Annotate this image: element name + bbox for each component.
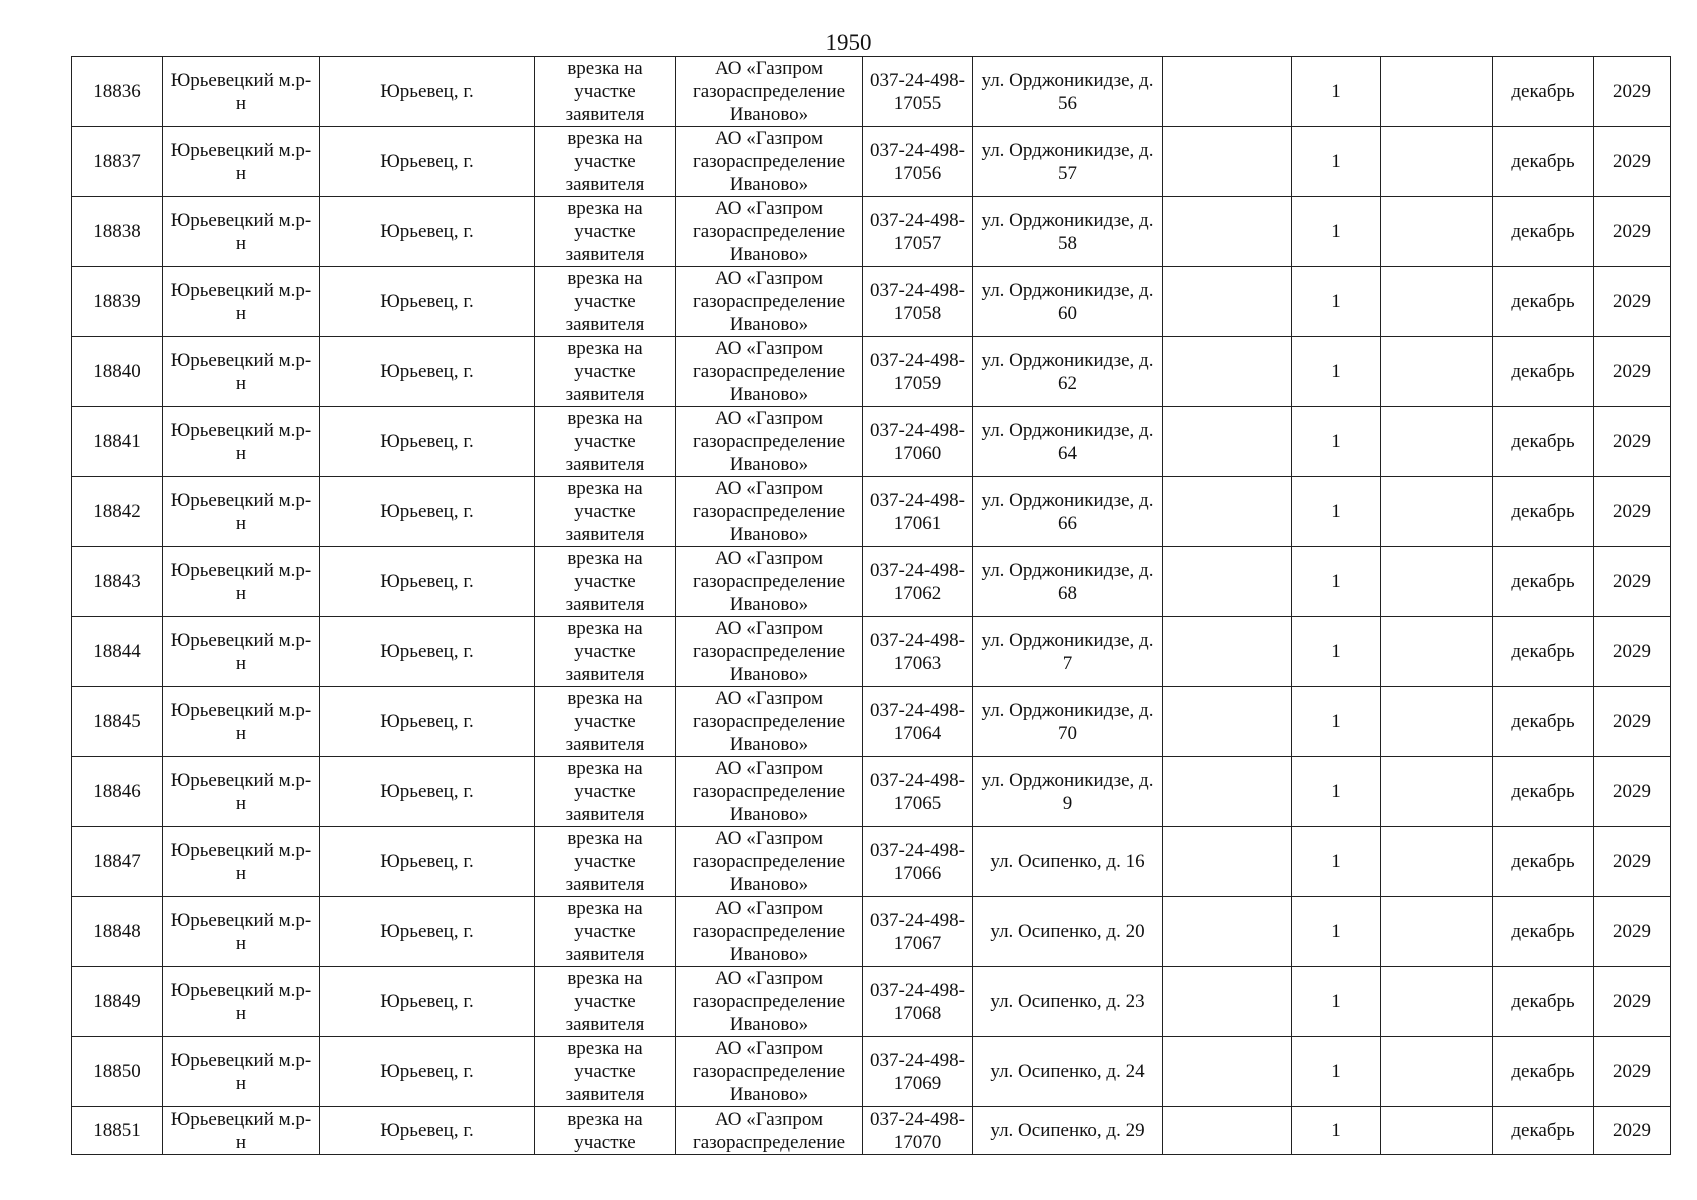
cell-number: 18851 bbox=[72, 1107, 163, 1155]
cell-number: 18840 bbox=[72, 337, 163, 407]
cell-month: декабрь bbox=[1493, 757, 1594, 827]
table-row bbox=[72, 477, 1671, 547]
cell-address: ул. Орджоникидзе, д. 62 bbox=[973, 337, 1163, 407]
cell-organization bbox=[676, 1037, 863, 1107]
cell-organization bbox=[676, 477, 863, 547]
cell-locality: Юрьевец, г. bbox=[320, 1037, 535, 1107]
cell-locality: Юрьевец, г. bbox=[320, 267, 535, 337]
table-row bbox=[72, 407, 1671, 477]
cell-code: 037-24-498-17070 bbox=[863, 1107, 973, 1155]
cell-empty bbox=[1163, 1037, 1292, 1107]
cell-locality: Юрьевец, г. bbox=[320, 407, 535, 477]
cell-organization-text: АО «Газпром газораспределение Иваново» bbox=[692, 478, 846, 545]
cell-month: декабрь bbox=[1493, 827, 1594, 897]
cell-empty bbox=[1381, 827, 1493, 897]
cell-empty bbox=[1381, 547, 1493, 617]
cell-address: ул. Орджоникидзе, д. 70 bbox=[973, 687, 1163, 757]
cell-address: ул. Орджоникидзе, д. 60 bbox=[973, 267, 1163, 337]
cell-connection-type bbox=[535, 477, 676, 547]
cell-address: ул. Орджоникидзе, д. 58 bbox=[973, 197, 1163, 267]
cell-code: 037-24-498-17068 bbox=[863, 967, 973, 1037]
cell-address: ул. Осипенко, д. 24 bbox=[973, 1037, 1163, 1107]
cell-code: 037-24-498-17064 bbox=[863, 687, 973, 757]
cell-connection-type bbox=[535, 1107, 676, 1155]
cell-code: 037-24-498-17057 bbox=[863, 197, 973, 267]
cell-month: декабрь bbox=[1493, 1037, 1594, 1107]
cell-year: 2029 bbox=[1594, 127, 1671, 197]
cell-locality: Юрьевец, г. bbox=[320, 687, 535, 757]
cell-number: 18845 bbox=[72, 687, 163, 757]
table-row bbox=[72, 1037, 1671, 1107]
cell-locality: Юрьевец, г. bbox=[320, 967, 535, 1037]
cell-empty bbox=[1381, 407, 1493, 477]
cell-locality: Юрьевец, г. bbox=[320, 757, 535, 827]
cell-organization bbox=[676, 57, 863, 127]
cell-connection-type-text: врезка на участке заявителя bbox=[565, 268, 645, 335]
cell-district: Юрьевецкий м.р-н bbox=[163, 617, 320, 687]
cell-count: 1 bbox=[1292, 827, 1381, 897]
cell-address: ул. Орджоникидзе, д. 57 bbox=[973, 127, 1163, 197]
cell-number: 18841 bbox=[72, 407, 163, 477]
table-row bbox=[72, 757, 1671, 827]
cell-empty bbox=[1381, 267, 1493, 337]
cell-number: 18843 bbox=[72, 547, 163, 617]
cell-connection-type bbox=[535, 197, 676, 267]
cell-month: декабрь bbox=[1493, 407, 1594, 477]
cell-organization bbox=[676, 617, 863, 687]
table-row bbox=[72, 827, 1671, 897]
cell-organization bbox=[676, 337, 863, 407]
cell-district: Юрьевецкий м.р-н bbox=[163, 477, 320, 547]
cell-code: 037-24-498-17063 bbox=[863, 617, 973, 687]
cell-address: ул. Орджоникидзе, д. 68 bbox=[973, 547, 1163, 617]
table-row bbox=[72, 547, 1671, 617]
cell-connection-type bbox=[535, 1037, 676, 1107]
cell-year: 2029 bbox=[1594, 337, 1671, 407]
cell-year: 2029 bbox=[1594, 407, 1671, 477]
cell-address: ул. Орджоникидзе, д. 56 bbox=[973, 57, 1163, 127]
cell-organization bbox=[676, 967, 863, 1037]
cell-year: 2029 bbox=[1594, 687, 1671, 757]
cell-empty bbox=[1381, 57, 1493, 127]
cell-organization-text: АО «Газпром газораспределение Иваново» bbox=[692, 128, 846, 195]
cell-empty bbox=[1163, 687, 1292, 757]
cell-district: Юрьевецкий м.р-н bbox=[163, 1107, 320, 1155]
cell-month: декабрь bbox=[1493, 127, 1594, 197]
cell-code: 037-24-498-17065 bbox=[863, 757, 973, 827]
cell-count: 1 bbox=[1292, 897, 1381, 967]
cell-month: декабрь bbox=[1493, 967, 1594, 1037]
cell-empty bbox=[1163, 967, 1292, 1037]
cell-year: 2029 bbox=[1594, 757, 1671, 827]
cell-locality: Юрьевец, г. bbox=[320, 617, 535, 687]
cell-district: Юрьевецкий м.р-н bbox=[163, 1037, 320, 1107]
cell-count: 1 bbox=[1292, 477, 1381, 547]
cell-empty bbox=[1163, 547, 1292, 617]
cell-connection-type bbox=[535, 547, 676, 617]
cell-address: ул. Орджоникидзе, д. 66 bbox=[973, 477, 1163, 547]
cell-code: 037-24-498-17062 bbox=[863, 547, 973, 617]
table-row bbox=[72, 687, 1671, 757]
page-number: 1950 bbox=[825, 30, 872, 55]
cell-locality: Юрьевец, г. bbox=[320, 827, 535, 897]
cell-number: 18837 bbox=[72, 127, 163, 197]
cell-code: 037-24-498-17066 bbox=[863, 827, 973, 897]
table-row bbox=[72, 1107, 1671, 1155]
cell-district: Юрьевецкий м.р-н bbox=[163, 897, 320, 967]
cell-organization-text: АО «Газпром газораспределение Иваново» bbox=[692, 548, 846, 615]
cell-code: 037-24-498-17055 bbox=[863, 57, 973, 127]
cell-connection-type-text: врезка на участке заявителя bbox=[565, 198, 645, 265]
cell-empty bbox=[1381, 127, 1493, 197]
cell-count: 1 bbox=[1292, 547, 1381, 617]
cell-empty bbox=[1163, 897, 1292, 967]
cell-address: ул. Орджоникидзе, д. 64 bbox=[973, 407, 1163, 477]
cell-organization bbox=[676, 687, 863, 757]
cell-empty bbox=[1163, 827, 1292, 897]
cell-month: декабрь bbox=[1493, 477, 1594, 547]
cell-month: декабрь bbox=[1493, 687, 1594, 757]
cell-year: 2029 bbox=[1594, 547, 1671, 617]
cell-district: Юрьевецкий м.р-н bbox=[163, 687, 320, 757]
table-row bbox=[72, 267, 1671, 337]
cell-code: 037-24-498-17060 bbox=[863, 407, 973, 477]
cell-district: Юрьевецкий м.р-н bbox=[163, 827, 320, 897]
cell-connection-type-text: врезка на участке заявителя bbox=[565, 128, 645, 195]
cell-year: 2029 bbox=[1594, 1107, 1671, 1155]
cell-organization-text: АО «Газпром газораспределение bbox=[692, 1108, 846, 1153]
cell-number: 18850 bbox=[72, 1037, 163, 1107]
cell-empty bbox=[1381, 967, 1493, 1037]
cell-connection-type bbox=[535, 897, 676, 967]
cell-year: 2029 bbox=[1594, 197, 1671, 267]
cell-district: Юрьевецкий м.р-н bbox=[163, 967, 320, 1037]
cell-count: 1 bbox=[1292, 337, 1381, 407]
cell-locality: Юрьевец, г. bbox=[320, 547, 535, 617]
cell-connection-type bbox=[535, 827, 676, 897]
cell-district: Юрьевецкий м.р-н bbox=[163, 57, 320, 127]
cell-organization-text: АО «Газпром газораспределение Иваново» bbox=[692, 968, 846, 1035]
cell-connection-type bbox=[535, 337, 676, 407]
cell-district: Юрьевецкий м.р-н bbox=[163, 337, 320, 407]
cell-code: 037-24-498-17061 bbox=[863, 477, 973, 547]
cell-locality: Юрьевец, г. bbox=[320, 897, 535, 967]
cell-locality: Юрьевец, г. bbox=[320, 197, 535, 267]
cell-empty bbox=[1381, 757, 1493, 827]
cell-organization bbox=[676, 757, 863, 827]
cell-empty bbox=[1381, 897, 1493, 967]
cell-count: 1 bbox=[1292, 57, 1381, 127]
cell-connection-type-text: врезка на участке заявителя bbox=[565, 898, 645, 965]
cell-code: 037-24-498-17058 bbox=[863, 267, 973, 337]
cell-organization-text: АО «Газпром газораспределение Иваново» bbox=[692, 58, 846, 125]
cell-organization-text: АО «Газпром газораспределение Иваново» bbox=[692, 618, 846, 685]
cell-address: ул. Орджоникидзе, д. 7 bbox=[973, 617, 1163, 687]
cell-connection-type bbox=[535, 267, 676, 337]
cell-code: 037-24-498-17059 bbox=[863, 337, 973, 407]
cell-locality: Юрьевец, г. bbox=[320, 57, 535, 127]
cell-empty bbox=[1163, 127, 1292, 197]
cell-count: 1 bbox=[1292, 687, 1381, 757]
cell-year: 2029 bbox=[1594, 897, 1671, 967]
cell-connection-type bbox=[535, 127, 676, 197]
cell-connection-type-text: врезка на участке заявителя bbox=[565, 58, 645, 125]
cell-organization-text: АО «Газпром газораспределение Иваново» bbox=[692, 1038, 846, 1105]
cell-year: 2029 bbox=[1594, 827, 1671, 897]
cell-organization-text: АО «Газпром газораспределение Иваново» bbox=[692, 898, 846, 965]
cell-empty bbox=[1381, 337, 1493, 407]
cell-empty bbox=[1163, 617, 1292, 687]
cell-empty bbox=[1163, 57, 1292, 127]
cell-locality: Юрьевец, г. bbox=[320, 127, 535, 197]
cell-connection-type-text: врезка на участке заявителя bbox=[565, 338, 645, 405]
cell-organization-text: АО «Газпром газораспределение Иваново» bbox=[692, 758, 846, 825]
table-row bbox=[72, 57, 1671, 127]
cell-connection-type-text: врезка на участке заявителя bbox=[565, 618, 645, 685]
table-row bbox=[72, 897, 1671, 967]
cell-empty bbox=[1163, 1107, 1292, 1155]
cell-empty bbox=[1163, 267, 1292, 337]
cell-count: 1 bbox=[1292, 1107, 1381, 1155]
cell-empty bbox=[1163, 407, 1292, 477]
cell-connection-type-text: врезка на участке заявителя bbox=[565, 1038, 645, 1105]
cell-connection-type-text: врезка на участке заявителя bbox=[565, 828, 645, 895]
cell-number: 18848 bbox=[72, 897, 163, 967]
cell-connection-type bbox=[535, 57, 676, 127]
cell-count: 1 bbox=[1292, 407, 1381, 477]
cell-organization bbox=[676, 897, 863, 967]
cell-district: Юрьевецкий м.р-н bbox=[163, 267, 320, 337]
cell-empty bbox=[1381, 687, 1493, 757]
cell-organization bbox=[676, 197, 863, 267]
cell-locality: Юрьевец, г. bbox=[320, 337, 535, 407]
cell-organization bbox=[676, 267, 863, 337]
cell-year: 2029 bbox=[1594, 57, 1671, 127]
cell-district: Юрьевецкий м.р-н bbox=[163, 127, 320, 197]
cell-month: декабрь bbox=[1493, 547, 1594, 617]
cell-empty bbox=[1163, 757, 1292, 827]
cell-code: 037-24-498-17069 bbox=[863, 1037, 973, 1107]
cell-address: ул. Осипенко, д. 29 bbox=[973, 1107, 1163, 1155]
cell-connection-type-text: врезка на участке заявителя bbox=[565, 758, 645, 825]
cell-connection-type-text: врезка на участке заявителя bbox=[565, 548, 645, 615]
cell-year: 2029 bbox=[1594, 617, 1671, 687]
cell-count: 1 bbox=[1292, 267, 1381, 337]
table-row bbox=[72, 337, 1671, 407]
cell-organization-text: АО «Газпром газораспределение Иваново» bbox=[692, 828, 846, 895]
cell-connection-type bbox=[535, 967, 676, 1037]
cell-empty bbox=[1163, 477, 1292, 547]
cell-year: 2029 bbox=[1594, 1037, 1671, 1107]
cell-number: 18849 bbox=[72, 967, 163, 1037]
cell-month: декабрь bbox=[1493, 267, 1594, 337]
cell-organization-text: АО «Газпром газораспределение Иваново» bbox=[692, 268, 846, 335]
cell-count: 1 bbox=[1292, 757, 1381, 827]
cell-organization bbox=[676, 547, 863, 617]
cell-district: Юрьевецкий м.р-н bbox=[163, 547, 320, 617]
cell-organization-text: АО «Газпром газораспределение Иваново» bbox=[692, 338, 846, 405]
cell-month: декабрь bbox=[1493, 617, 1594, 687]
cell-address: ул. Осипенко, д. 23 bbox=[973, 967, 1163, 1037]
cell-connection-type-text: врезка на участке заявителя bbox=[565, 478, 645, 545]
cell-number: 18836 bbox=[72, 57, 163, 127]
cell-connection-type bbox=[535, 687, 676, 757]
data-table bbox=[71, 56, 1671, 1155]
cell-organization-text: АО «Газпром газораспределение Иваново» bbox=[692, 198, 846, 265]
cell-district: Юрьевецкий м.р-н bbox=[163, 757, 320, 827]
cell-organization-text: АО «Газпром газораспределение Иваново» bbox=[692, 688, 846, 755]
cell-address: ул. Осипенко, д. 20 bbox=[973, 897, 1163, 967]
cell-address: ул. Орджоникидзе, д. 9 bbox=[973, 757, 1163, 827]
cell-organization bbox=[676, 1107, 863, 1155]
table-row bbox=[72, 127, 1671, 197]
cell-district: Юрьевецкий м.р-н bbox=[163, 407, 320, 477]
cell-district: Юрьевецкий м.р-н bbox=[163, 197, 320, 267]
cell-number: 18838 bbox=[72, 197, 163, 267]
cell-month: декабрь bbox=[1493, 337, 1594, 407]
cell-organization bbox=[676, 127, 863, 197]
cell-count: 1 bbox=[1292, 127, 1381, 197]
cell-code: 037-24-498-17067 bbox=[863, 897, 973, 967]
cell-connection-type bbox=[535, 617, 676, 687]
cell-number: 18846 bbox=[72, 757, 163, 827]
cell-empty bbox=[1381, 617, 1493, 687]
cell-empty bbox=[1163, 197, 1292, 267]
cell-connection-type-text: врезка на участке bbox=[567, 1108, 643, 1153]
cell-count: 1 bbox=[1292, 967, 1381, 1037]
cell-number: 18844 bbox=[72, 617, 163, 687]
table-row bbox=[72, 617, 1671, 687]
cell-count: 1 bbox=[1292, 617, 1381, 687]
table-row bbox=[72, 967, 1671, 1037]
table-row bbox=[72, 197, 1671, 267]
cell-locality: Юрьевец, г. bbox=[320, 1107, 535, 1155]
cell-locality: Юрьевец, г. bbox=[320, 477, 535, 547]
cell-number: 18847 bbox=[72, 827, 163, 897]
cell-empty bbox=[1381, 477, 1493, 547]
cell-connection-type-text: врезка на участке заявителя bbox=[565, 968, 645, 1035]
cell-empty bbox=[1381, 197, 1493, 267]
cell-year: 2029 bbox=[1594, 267, 1671, 337]
cell-organization bbox=[676, 407, 863, 477]
cell-month: декабрь bbox=[1493, 897, 1594, 967]
cell-connection-type-text: врезка на участке заявителя bbox=[565, 688, 645, 755]
cell-month: декабрь bbox=[1493, 197, 1594, 267]
cell-count: 1 bbox=[1292, 197, 1381, 267]
cell-connection-type bbox=[535, 407, 676, 477]
cell-connection-type-text: врезка на участке заявителя bbox=[565, 408, 645, 475]
cell-organization-text: АО «Газпром газораспределение Иваново» bbox=[692, 408, 846, 475]
cell-number: 18842 bbox=[72, 477, 163, 547]
cell-address: ул. Осипенко, д. 16 bbox=[973, 827, 1163, 897]
cell-empty bbox=[1381, 1107, 1493, 1155]
cell-year: 2029 bbox=[1594, 477, 1671, 547]
cell-month: декабрь bbox=[1493, 57, 1594, 127]
cell-organization bbox=[676, 827, 863, 897]
cell-year: 2029 bbox=[1594, 967, 1671, 1037]
cell-number: 18839 bbox=[72, 267, 163, 337]
cell-empty bbox=[1163, 337, 1292, 407]
cell-count: 1 bbox=[1292, 1037, 1381, 1107]
cell-code: 037-24-498-17056 bbox=[863, 127, 973, 197]
cell-connection-type bbox=[535, 757, 676, 827]
table-body bbox=[72, 57, 1671, 1155]
cell-empty bbox=[1381, 1037, 1493, 1107]
cell-month: декабрь bbox=[1493, 1107, 1594, 1155]
